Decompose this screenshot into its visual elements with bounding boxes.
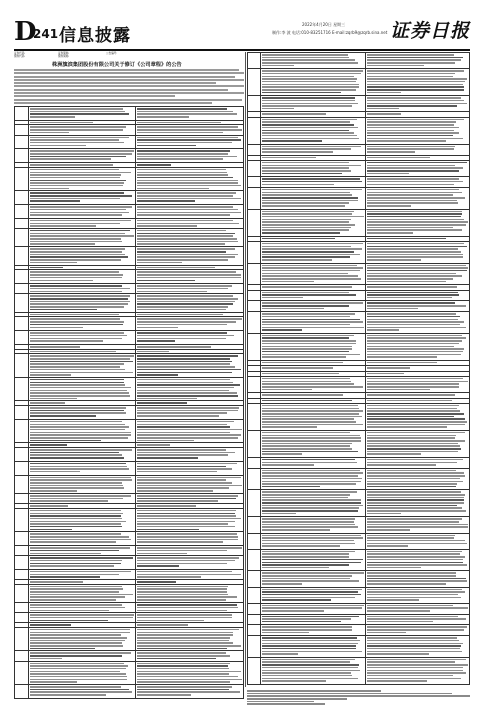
closing-notes — [247, 690, 470, 706]
revised-clause-cell — [136, 613, 244, 623]
table-row — [248, 69, 470, 96]
original-clause-cell — [261, 430, 365, 457]
table-row — [15, 284, 244, 294]
original-clause-cell — [261, 533, 365, 549]
revised-clause-cell — [365, 571, 469, 587]
table-row — [248, 625, 470, 636]
original-clause-cell — [261, 96, 365, 112]
row-index-cell — [248, 290, 261, 301]
table-row — [248, 333, 470, 360]
row-index-cell — [15, 494, 29, 504]
revised-clause-cell — [365, 549, 469, 571]
row-index-cell — [248, 517, 261, 533]
original-clause-cell — [28, 627, 136, 651]
table-row — [15, 475, 244, 493]
original-clause-cell — [261, 625, 365, 636]
row-index-cell — [248, 571, 261, 587]
revised-clause-cell — [136, 331, 244, 345]
row-index-cell — [15, 228, 29, 246]
original-clause-cell — [261, 517, 365, 533]
original-clause-cell — [28, 284, 136, 294]
row-index-cell — [248, 549, 261, 571]
table-row — [15, 448, 244, 462]
revised-clause-cell — [365, 636, 469, 658]
row-index-cell — [15, 569, 29, 579]
original-clause-cell — [261, 312, 365, 334]
row-index-cell — [15, 270, 29, 284]
table-row — [248, 144, 470, 155]
row-index-cell — [248, 209, 261, 236]
original-clause-cell — [261, 571, 365, 587]
table-row — [248, 312, 470, 334]
row-index-cell — [15, 419, 29, 443]
original-clause-cell — [28, 406, 136, 420]
row-index-cell — [15, 461, 29, 475]
row-index-cell — [15, 317, 29, 331]
original-clause-cell — [28, 218, 136, 228]
original-clause-cell — [261, 117, 365, 144]
row-index-cell — [248, 333, 261, 360]
row-index-cell — [248, 625, 261, 636]
revised-clause-cell — [136, 494, 244, 504]
revised-clause-cell — [136, 167, 244, 191]
revised-clause-cell — [365, 430, 469, 457]
revised-clause-cell — [136, 218, 244, 228]
original-clause-cell — [28, 135, 136, 149]
row-index-cell — [248, 657, 261, 684]
revised-clause-cell — [365, 625, 469, 636]
original-clause-cell — [261, 468, 365, 490]
row-index-cell — [248, 53, 261, 69]
revised-clause-cell — [136, 584, 244, 602]
revised-clause-cell — [365, 333, 469, 360]
row-index-cell — [15, 331, 29, 345]
bond-abbr-label: 债券简称: — [58, 55, 70, 58]
table-row — [248, 96, 470, 112]
original-clause-cell — [28, 532, 136, 546]
table-row — [15, 149, 244, 163]
table-row — [15, 331, 244, 345]
row-index-cell — [15, 377, 29, 401]
original-clause-cell — [261, 376, 365, 392]
table-row — [15, 685, 244, 699]
original-clause-cell — [28, 475, 136, 493]
row-index-cell — [248, 587, 261, 603]
original-clause-cell — [261, 160, 365, 176]
row-index-cell — [15, 661, 29, 685]
original-clause-cell — [28, 651, 136, 661]
original-clause-cell — [261, 614, 365, 625]
table-row — [248, 533, 470, 549]
original-clause-cell — [261, 657, 365, 684]
revised-clause-cell — [136, 125, 244, 135]
original-clause-cell — [28, 508, 136, 532]
revised-clause-cell — [365, 241, 469, 263]
row-index-cell — [15, 508, 29, 532]
original-clause-cell — [261, 587, 365, 603]
table-row — [15, 107, 244, 121]
original-clause-cell — [28, 661, 136, 685]
revised-clause-cell — [365, 490, 469, 517]
revised-clause-cell — [365, 177, 469, 188]
table-row — [15, 317, 244, 331]
row-index-cell — [15, 149, 29, 163]
revised-clause-cell — [365, 160, 469, 176]
row-index-cell — [15, 247, 29, 265]
original-clause-cell — [28, 569, 136, 579]
table-row — [248, 241, 470, 263]
table-row — [248, 177, 470, 188]
original-clause-cell — [261, 177, 365, 188]
row-index-cell — [15, 475, 29, 493]
table-row — [248, 549, 470, 571]
original-clause-cell — [261, 490, 365, 517]
table-row — [248, 301, 470, 312]
revised-clause-cell — [365, 533, 469, 549]
document-title: 株洲旗滨集团股份有限公司关于修订《公司章程》的公告 — [52, 62, 182, 68]
row-index-cell — [248, 614, 261, 625]
revised-clause-cell — [136, 205, 244, 219]
row-index-cell — [15, 627, 29, 651]
revised-clause-cell — [365, 96, 469, 112]
original-clause-cell — [261, 53, 365, 69]
row-index-cell — [15, 205, 29, 219]
table-row — [15, 419, 244, 443]
revised-clause-cell — [365, 69, 469, 96]
table-row — [15, 247, 244, 265]
revised-clause-cell — [136, 135, 244, 149]
amendment-table-left — [14, 106, 244, 699]
abbr-label: 证券简称: — [58, 52, 70, 55]
row-index-cell — [248, 457, 261, 468]
table-row — [248, 376, 470, 392]
column-divider — [245, 52, 246, 687]
revised-clause-cell — [136, 532, 244, 546]
revised-clause-cell — [365, 312, 469, 334]
revised-clause-cell — [136, 508, 244, 532]
row-index-cell — [248, 301, 261, 312]
row-index-cell — [248, 533, 261, 549]
original-clause-cell — [261, 333, 365, 360]
table-row — [15, 406, 244, 420]
table-row — [15, 191, 244, 205]
original-clause-cell — [28, 603, 136, 613]
table-row — [15, 218, 244, 228]
revised-clause-cell — [136, 627, 244, 651]
row-index-cell — [15, 584, 29, 602]
revised-clause-cell — [365, 209, 469, 236]
original-clause-cell — [28, 331, 136, 345]
revised-clause-cell — [136, 228, 244, 246]
original-clause-cell — [261, 636, 365, 658]
revised-clause-cell — [136, 546, 244, 556]
table-row — [248, 571, 470, 587]
section-title: 信息披露 — [59, 26, 131, 46]
table-row — [15, 613, 244, 623]
table-row — [15, 167, 244, 191]
revised-clause-cell — [365, 376, 469, 392]
table-row — [15, 354, 244, 378]
row-index-cell — [15, 354, 29, 378]
revised-clause-cell — [136, 284, 244, 294]
table-row — [15, 494, 244, 504]
row-index-cell — [15, 191, 29, 205]
masthead-rule — [14, 49, 470, 51]
table-row — [248, 117, 470, 144]
original-clause-cell — [261, 209, 365, 236]
original-clause-cell — [28, 191, 136, 205]
revised-clause-cell — [365, 603, 469, 614]
masthead — [14, 18, 470, 48]
revised-clause-cell — [136, 149, 244, 163]
original-clause-cell — [28, 461, 136, 475]
revised-clause-cell — [136, 651, 244, 661]
original-clause-cell — [28, 613, 136, 623]
revised-clause-cell — [365, 587, 469, 603]
table-row — [15, 125, 244, 135]
revised-clause-cell — [136, 317, 244, 331]
revised-clause-cell — [365, 403, 469, 430]
row-index-cell — [15, 294, 29, 312]
revised-clause-cell — [136, 556, 244, 570]
original-clause-cell — [28, 125, 136, 135]
intro-paragraph — [14, 69, 244, 105]
row-index-cell — [15, 651, 29, 661]
row-index-cell — [15, 603, 29, 613]
revised-clause-cell — [136, 107, 244, 121]
table-row — [248, 457, 470, 468]
date-line: 2022年4月20日 星期三 — [302, 22, 346, 27]
original-clause-cell — [28, 247, 136, 265]
original-clause-cell — [28, 149, 136, 163]
original-clause-cell — [28, 354, 136, 378]
table-row — [248, 290, 470, 301]
amendment-table-right — [247, 52, 470, 685]
revised-clause-cell — [365, 263, 469, 285]
table-row — [15, 461, 244, 475]
revised-clause-cell — [365, 517, 469, 533]
table-row — [15, 508, 244, 532]
table-row — [15, 532, 244, 546]
table-row — [248, 490, 470, 517]
original-clause-cell — [261, 263, 365, 285]
row-index-cell — [248, 403, 261, 430]
row-index-cell — [15, 448, 29, 462]
table-row — [248, 603, 470, 614]
revised-clause-cell — [365, 657, 469, 684]
row-index-cell — [248, 96, 261, 112]
table-row — [15, 205, 244, 219]
row-index-cell — [248, 241, 261, 263]
table-row — [15, 556, 244, 570]
original-clause-cell — [261, 144, 365, 155]
original-clause-cell — [28, 546, 136, 556]
revised-clause-cell — [136, 247, 244, 265]
row-index-cell — [248, 69, 261, 96]
table-row — [15, 651, 244, 661]
table-row — [15, 661, 244, 685]
original-clause-cell — [261, 603, 365, 614]
table-row — [248, 587, 470, 603]
table-row — [15, 546, 244, 556]
row-index-cell — [15, 107, 29, 121]
revised-clause-cell — [365, 290, 469, 301]
original-clause-cell — [28, 317, 136, 331]
row-index-cell — [248, 636, 261, 658]
row-index-cell — [248, 430, 261, 457]
row-index-cell — [15, 556, 29, 570]
row-index-cell — [248, 187, 261, 209]
table-row — [15, 377, 244, 401]
table-row — [248, 657, 470, 684]
table-row — [15, 135, 244, 149]
original-clause-cell — [28, 167, 136, 191]
original-clause-cell — [261, 301, 365, 312]
original-clause-cell — [261, 241, 365, 263]
revised-clause-cell — [136, 406, 244, 420]
table-row — [15, 228, 244, 246]
original-clause-cell — [261, 187, 365, 209]
table-row — [15, 584, 244, 602]
table-row — [248, 263, 470, 285]
table-row — [15, 294, 244, 312]
original-clause-cell — [28, 377, 136, 401]
original-clause-cell — [28, 685, 136, 699]
original-clause-cell — [28, 205, 136, 219]
revised-clause-cell — [136, 661, 244, 685]
original-clause-cell — [28, 419, 136, 443]
row-index-cell — [15, 218, 29, 228]
revised-clause-cell — [136, 377, 244, 401]
revised-clause-cell — [365, 457, 469, 468]
revised-clause-cell — [136, 191, 244, 205]
code-label: 证券代码: — [14, 52, 26, 55]
revised-clause-cell — [365, 53, 469, 69]
row-index-cell — [15, 613, 29, 623]
notice-label: 公告编号: — [106, 52, 118, 55]
revised-clause-cell — [136, 461, 244, 475]
row-index-cell — [15, 125, 29, 135]
original-clause-cell — [28, 584, 136, 602]
revised-clause-cell — [136, 294, 244, 312]
original-clause-cell — [261, 69, 365, 96]
original-clause-cell — [261, 403, 365, 430]
table-row — [248, 53, 470, 69]
page-letter: D — [14, 17, 37, 47]
revised-clause-cell — [136, 603, 244, 613]
table-row — [15, 627, 244, 651]
table-row — [248, 468, 470, 490]
editor-line: 制作:李 波 电话:010-83251716 E-mail:zqrb9@zqrb.sina.net — [272, 30, 388, 35]
row-index-cell — [248, 144, 261, 155]
original-clause-cell — [28, 228, 136, 246]
page-number: 241 — [33, 27, 59, 41]
revised-clause-cell — [365, 301, 469, 312]
table-row — [248, 160, 470, 176]
revised-clause-cell — [365, 117, 469, 144]
row-index-cell — [15, 406, 29, 420]
original-clause-cell — [261, 290, 365, 301]
revised-clause-cell — [365, 187, 469, 209]
table-row — [15, 569, 244, 579]
original-clause-cell — [28, 448, 136, 462]
row-index-cell — [248, 490, 261, 517]
original-clause-cell — [28, 107, 136, 121]
row-index-cell — [248, 603, 261, 614]
row-index-cell — [248, 263, 261, 285]
table-row — [248, 517, 470, 533]
table-row — [15, 603, 244, 613]
table-row — [15, 270, 244, 284]
original-clause-cell — [28, 270, 136, 284]
left-column — [14, 52, 244, 687]
original-clause-cell — [261, 549, 365, 571]
row-index-cell — [15, 135, 29, 149]
row-index-cell — [248, 376, 261, 392]
original-clause-cell — [28, 556, 136, 570]
row-index-cell — [15, 546, 29, 556]
original-clause-cell — [28, 494, 136, 504]
revised-clause-cell — [136, 569, 244, 579]
row-index-cell — [248, 117, 261, 144]
row-index-cell — [15, 685, 29, 699]
bond-label: 债券代码: — [14, 55, 26, 58]
table-row — [248, 614, 470, 625]
revised-clause-cell — [136, 448, 244, 462]
revised-clause-cell — [136, 685, 244, 699]
table-row — [248, 403, 470, 430]
original-clause-cell — [261, 457, 365, 468]
table-row — [248, 187, 470, 209]
row-index-cell — [15, 167, 29, 191]
revised-clause-cell — [365, 468, 469, 490]
row-index-cell — [248, 160, 261, 176]
row-index-cell — [15, 532, 29, 546]
revised-clause-cell — [365, 144, 469, 155]
row-index-cell — [15, 284, 29, 294]
original-clause-cell — [28, 294, 136, 312]
table-row — [248, 430, 470, 457]
row-index-cell — [248, 177, 261, 188]
revised-clause-cell — [136, 419, 244, 443]
table-row — [248, 636, 470, 658]
newspaper-logo: 证券日报 — [389, 20, 470, 42]
revised-clause-cell — [136, 270, 244, 284]
row-index-cell — [248, 312, 261, 334]
right-column — [247, 52, 470, 687]
revised-clause-cell — [136, 475, 244, 493]
row-index-cell — [248, 468, 261, 490]
revised-clause-cell — [136, 354, 244, 378]
table-row — [248, 209, 470, 236]
revised-clause-cell — [365, 614, 469, 625]
